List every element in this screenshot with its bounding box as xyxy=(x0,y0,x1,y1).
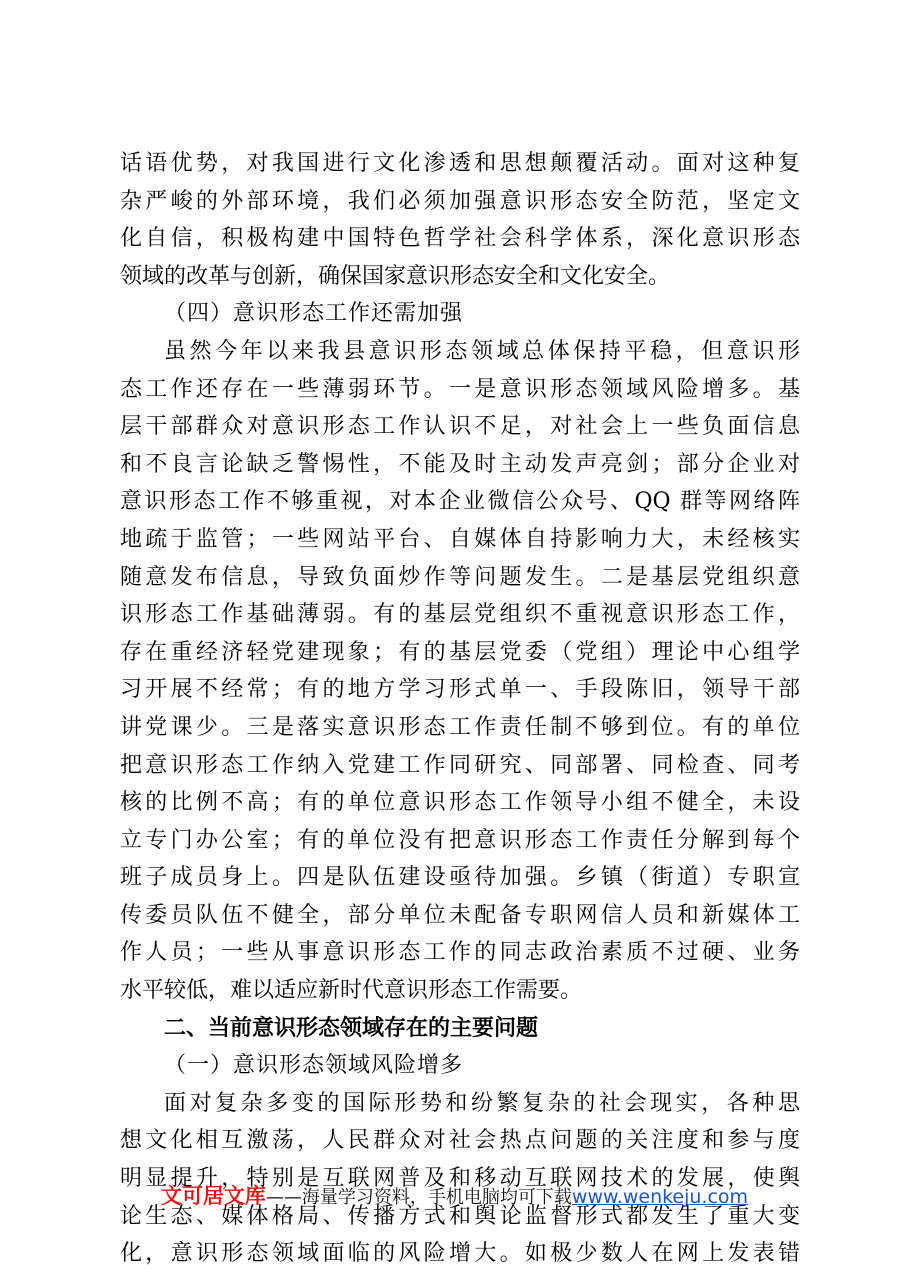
text-line: 作人员；一些从事意识形态工作的同志政治素质不过硬、业务 xyxy=(120,940,800,966)
text-line: 识形态工作基础薄弱。有的基层党组织不重视意识形态工作， xyxy=(120,602,800,628)
text-line: 领域的改革与创新，确保国家意识形态安全和文化安全。 xyxy=(120,263,671,289)
text-line: 虽然今年以来我县意识形态领域总体保持平稳，但意识形 xyxy=(164,338,800,364)
text-line: 层干部群众对意识形态工作认识不足，对社会上一些负面信息 xyxy=(120,414,800,440)
section-heading-2: 二、当前意识形态领域存在的主要问题 xyxy=(164,1015,539,1041)
paragraph-risk-increase xyxy=(120,1085,800,1273)
text-line: 明显提升，特别是互联网普及和移动互联网技术的发展，使舆 xyxy=(120,1166,800,1192)
paragraph-foreign-ideology xyxy=(120,145,800,295)
text-line: 化，意识形态领域面临的风险增大。如极少数人在网上发表错 xyxy=(120,1241,800,1267)
text-line: 地疏于监管；一些网站平台、自媒体自持影响力大，未经核实 xyxy=(120,526,800,552)
page-footer xyxy=(0,1180,909,1210)
text-line: 论生态、媒体格局、传播方式和舆论监督形式都发生了重大变 xyxy=(120,1203,800,1229)
text-line: 和不良言论缺乏警惕性，不能及时主动发声亮剑；部分企业对 xyxy=(120,451,800,477)
subsection-heading-1: （一）意识形态领域风险增多 xyxy=(164,1053,464,1079)
document-body xyxy=(120,145,800,1273)
text-line: 立专门办公室；有的单位没有把意识形态工作责任分解到每个 xyxy=(120,827,800,853)
text-line: 想文化相互激荡，人民群众对社会热点问题的关注度和参与度 xyxy=(120,1128,800,1154)
footer-tagline: ——海量学习资料，手机电脑均可下载 xyxy=(265,1187,572,1208)
text-line: 班子成员身上。四是队伍建设亟待加强。乡镇（街道）专职宣 xyxy=(120,865,800,891)
text-line: 把意识形态工作纳入党建工作同研究、同部署、同检查、同考 xyxy=(120,752,800,778)
text-line: 传委员队伍不健全，部分单位未配备专职网信人员和新媒体工 xyxy=(120,902,800,928)
paragraph-weak-links xyxy=(120,333,800,1010)
text-line: 话语优势，对我国进行文化渗透和思想颠覆活动。面对这种复 xyxy=(120,151,800,176)
text-line: 讲党课少。三是落实意识形态工作责任制不够到位。有的单位 xyxy=(120,714,800,740)
text-line: 意识形态工作不够重视，对本企业微信公众号、QQ 群等网络阵 xyxy=(120,489,800,515)
subsection-heading-4: （四）意识形态工作还需加强 xyxy=(164,301,464,327)
text-line: 面对复杂多变的国际形势和纷繁复杂的社会现实，各种思 xyxy=(164,1090,800,1116)
text-line: 存在重经济轻党建现象；有的基层党委（党组）理论中心组学 xyxy=(120,639,800,665)
text-line: 杂严峻的外部环境，我们必须加强意识形态安全防范，坚定文 xyxy=(120,188,800,214)
footer-site-link[interactable]: www.wenkeju.com xyxy=(571,1186,749,1208)
text-line: 随意发布信息，导致负面炒作等问题发生。二是基层党组织意 xyxy=(120,564,800,590)
text-line: 习开展不经常；有的地方学习形式单一、手段陈旧，领导干部 xyxy=(120,677,800,703)
text-line: 水平较低，难以适应新时代意识形态工作需要。 xyxy=(120,978,583,1004)
text-line: 核的比例不高；有的单位意识形态工作领导小组不健全，未设 xyxy=(120,790,800,816)
text-line: 态工作还存在一些薄弱环节。一是意识形态领域风险增多。基 xyxy=(120,376,800,402)
footer-brand: 文可居文库 xyxy=(160,1184,266,1208)
text-line: 化自信，积极构建中国特色哲学社会科学体系，深化意识形态 xyxy=(120,226,800,252)
